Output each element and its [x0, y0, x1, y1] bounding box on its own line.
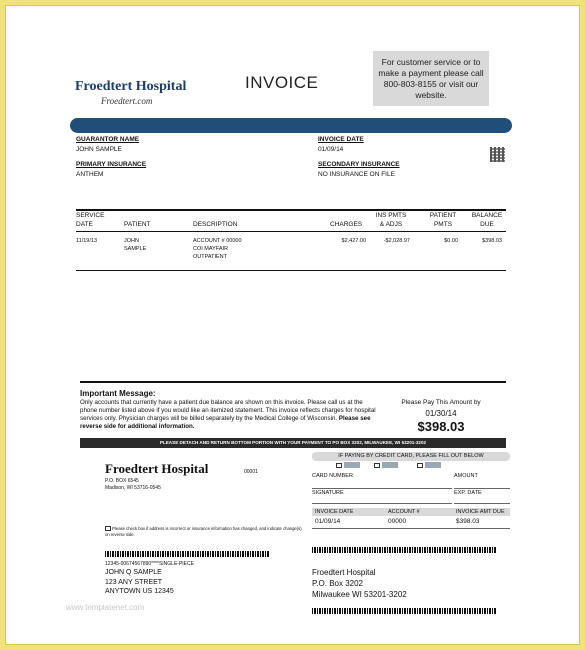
secondary-insurance-label: SECONDARY INSURANCE [318, 161, 400, 168]
remit-city: Madison, WI 53716-0545 [105, 485, 161, 491]
mail-barcode-bottom-icon [312, 608, 496, 614]
invoice-date-value: 01/09/14 [318, 146, 344, 153]
visa-checkbox[interactable] [336, 463, 342, 468]
message-top-rule [80, 381, 506, 383]
visa-card-icon [344, 462, 360, 468]
customer-service-box: For customer service or to make a payment please call 800-803-8155 or visit our website. [373, 51, 489, 106]
stub-account-value: 00000 [388, 518, 407, 525]
table-header-rule [76, 231, 506, 232]
stub-info-rule [312, 528, 510, 529]
col-patient-pmts: PATIENT PMTS [429, 212, 457, 228]
watermark: www.templatenet.com [66, 603, 145, 612]
remit-hospital-logo: Froedtert Hospital [105, 461, 209, 476]
pay-by-date: 01/30/14 [425, 409, 457, 418]
remit-po-box: P.O. BOX 6545 [105, 478, 139, 484]
invoice-title: INVOICE [245, 73, 319, 92]
row-service-date: 11/19/13 [76, 238, 98, 244]
col-ins-pmts: INS PMTS & ADJS [375, 212, 407, 228]
postal-barcode-icon [105, 551, 270, 557]
col-charges: CHARGES [330, 221, 363, 228]
hospital-website: Froedtert.com [101, 96, 153, 106]
header-divider-bar [70, 118, 512, 133]
stub-invoice-amt-label: INVOICE AMT DUE [456, 509, 505, 515]
address-change-checkbox[interactable] [105, 526, 111, 531]
primary-insurance-label: PRIMARY INSURANCE [76, 161, 147, 168]
customer-address: JOHN Q SAMPLE 123 ANY STREET ANYTOWN US 12345 [105, 569, 174, 595]
amount-field[interactable]: AMOUNT [454, 473, 510, 489]
detach-strip: PLEASE DETACH AND RETURN BOTTOM PORTION WITH YOUR PAYMENT TO PO BOX 3202, MILWAUKEE, WI 53201-3202 [80, 438, 506, 448]
row-patient-pmts: $0.00 [444, 238, 458, 244]
mastercard-icon [382, 462, 398, 468]
row-balance-due: $398.03 [482, 238, 502, 244]
col-patient: PATIENT [124, 221, 151, 228]
message-bold: Please see reverse side for additional information. [80, 415, 371, 430]
qr-code-icon [490, 147, 505, 162]
table-bottom-rule [76, 270, 506, 271]
other-card-checkbox[interactable] [417, 463, 423, 468]
invoice-page [5, 5, 580, 645]
barcode-text: 12345-00674567890****SINGLE-PIECE [105, 561, 194, 567]
message-title: Important Message: [80, 389, 156, 398]
remit-code: 00001 [244, 469, 258, 475]
row-description: ACCOUNT # 00000 COI MAYFAIR OUTPATIENT [193, 238, 242, 260]
stub-invoice-amt-value: $398.03 [456, 518, 480, 525]
mail-to-address: Froedtert Hospital P.O. Box 3202 Milwaukee WI 53201-3202 [312, 568, 407, 599]
message-body: Only accounts that currently have a patient due balance are shown on this invoice. Please call us at the phone number listed above if you would like an itemized statement. This invoice reflects charges for hospital services only. Physician charges will be billed separately by the Medical College of Wisconsin. Please see reverse side for additional information. [80, 399, 376, 430]
mail-barcode-icon [312, 547, 496, 553]
signature-field[interactable]: SIGNATURE [312, 490, 452, 504]
guarantor-label: GUARANTOR NAME [76, 136, 140, 143]
row-ins-pmts: -$2,028.97 [383, 238, 410, 244]
invoice-date-label: INVOICE DATE [318, 136, 364, 143]
col-description: DESCRIPTION [193, 221, 238, 228]
address-change-row [105, 526, 305, 538]
card-type-options [336, 462, 441, 468]
row-patient: JOHN SAMPLE [124, 238, 147, 252]
guarantor-value: JOHN SAMPLE [76, 146, 122, 153]
pay-amount: $398.03 [417, 419, 465, 434]
address-change-text: Please check box if address is incorrect or insurance information has changed, and indicate change(s) on reverse side. [105, 526, 302, 537]
pay-by-label: Please Pay This Amount by [401, 399, 481, 406]
card-number-field[interactable]: CARD NUMBER [312, 473, 452, 489]
col-service-date: SERVICE DATE [76, 212, 105, 228]
stub-invoice-date-value: 01/09/14 [315, 518, 341, 525]
secondary-insurance-value: NO INSURANCE ON FILE [318, 171, 395, 178]
exp-date-field[interactable]: EXP. DATE [454, 490, 510, 504]
primary-insurance-value: ANTHEM [76, 171, 104, 178]
col-balance-due: BALANCE DUE [471, 212, 503, 228]
mastercard-checkbox[interactable] [374, 463, 380, 468]
row-charges: $2,427.00 [341, 238, 366, 244]
credit-card-header: IF PAYING BY CREDIT CARD, PLEASE FILL OUT BELOW [312, 452, 510, 461]
other-card-icon [425, 462, 441, 468]
stub-account-label: ACCOUNT # [388, 509, 420, 515]
hospital-logo: Froedtert Hospital [75, 79, 187, 94]
stub-invoice-date-label: INVOICE DATE [315, 509, 354, 515]
